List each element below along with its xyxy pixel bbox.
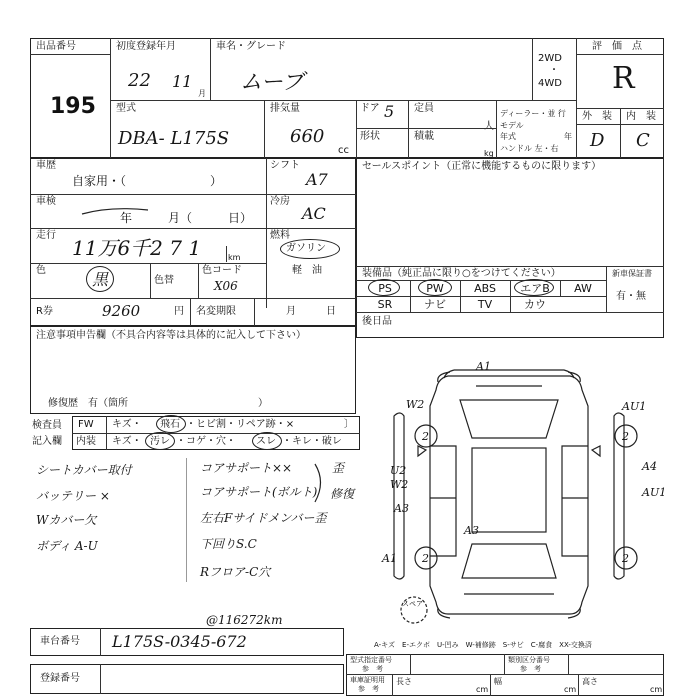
type-designation-ref: 参 考 <box>362 665 383 673</box>
remark-right-2: コアサポート(ボルト) <box>200 485 318 499</box>
int-yogore: 汚レ <box>150 436 170 447</box>
first-reg-month: 11 <box>172 72 193 91</box>
mark-2-front-right: 2 <box>622 430 629 443</box>
dealer-label: ディーラー・並 行 <box>500 109 566 118</box>
warranty-label: 新車保証書 <box>612 269 652 278</box>
mileage-label: 走行 <box>36 230 56 241</box>
repair-history: 修復歴 有（箇所 ） <box>48 398 268 409</box>
displacement-label: 排気量 <box>270 103 300 114</box>
chassis-label: 車台番号 <box>40 636 80 647</box>
sure-circle <box>252 432 282 450</box>
remark-left-4: ボディ A-U <box>36 539 98 553</box>
class-designation-ref: 参 考 <box>520 665 541 673</box>
mark-w2-side: W2 <box>390 478 409 491</box>
displacement-value: 660 <box>290 126 325 147</box>
history-value: 自家用・（ ） <box>72 174 223 188</box>
inspection-value: 年 月（ 日） <box>120 211 253 225</box>
mark-au1-side: AU1 <box>642 486 667 499</box>
equip-tv: TV <box>477 298 493 311</box>
height-cm: cm <box>650 685 663 694</box>
drive-4wd: 4WD <box>538 78 562 89</box>
color-code-value: X06 <box>214 279 238 293</box>
warranty-value: 有・無 <box>616 291 646 302</box>
chassis-value: L175S-0345-672 <box>112 632 247 651</box>
sales-label: セールスポイント（正常に機能するものに限ります） <box>362 161 602 172</box>
type-designation-label: 型式指定番号 <box>350 656 392 664</box>
color-label: 色 <box>36 265 46 276</box>
mark-2-rear-left: 2 <box>422 552 429 565</box>
mileage-value: 11万6千2 7 1 <box>72 236 202 260</box>
name-change-label: 名変期限 <box>196 306 236 317</box>
fuel-label: 燃料 <box>270 230 290 241</box>
mark-au1-right: AU1 <box>622 400 647 413</box>
interior-label: 内 装 <box>626 111 656 122</box>
mark-w2-left: W2 <box>406 398 425 411</box>
handle-label: ハンドル 左・右 <box>500 144 559 153</box>
grade-label: 評 価 点 <box>592 41 642 52</box>
mark-a1-top: A1 <box>476 360 491 373</box>
shift-value: A7 <box>306 170 328 189</box>
color-circle <box>86 266 114 292</box>
width-label: 幅 <box>494 677 502 686</box>
shape-label: 形状 <box>360 131 380 142</box>
remark-right-3: 左右Fサイドメンバー歪 <box>200 511 327 525</box>
mark-u2: U2 <box>390 464 407 477</box>
height-label: 高さ <box>582 677 598 686</box>
mileage-unit: km <box>228 253 241 262</box>
odometer-note: @116272km <box>206 613 283 627</box>
fw-tobiishi: 飛石 <box>160 419 180 430</box>
designation-frame <box>346 654 664 696</box>
equip-airbag-circle <box>514 279 554 296</box>
exterior-label: 外 装 <box>582 111 612 122</box>
inspector-label-2: 記入欄 <box>32 436 62 447</box>
type-label: 型式 <box>116 103 136 114</box>
cc-unit: cc <box>338 145 349 156</box>
equip-label: 装備品（純正品に限り○をつけてください） <box>362 268 561 279</box>
model-year-label: モデル <box>500 121 524 130</box>
length-label: 長さ <box>396 677 412 686</box>
equip-aw: AW <box>574 282 592 295</box>
history-label: 車歴 <box>36 160 56 171</box>
load-unit: kg <box>484 149 494 158</box>
model-value: ムーブ <box>240 70 304 95</box>
name-change-value: 月 日 <box>286 306 336 317</box>
equip-cow: カウ <box>524 298 546 311</box>
remark-right-5: Rフロア-C穴 <box>200 565 271 579</box>
fw-rest: ・ヒビ割・リペア跡・× <box>186 419 295 430</box>
door-label: ドア <box>360 103 380 114</box>
equip-pw-circle <box>418 279 452 296</box>
lot-number: 195 <box>50 94 96 119</box>
class-designation-label: 類別区分番号 <box>508 656 550 664</box>
int-mid: ・コゲ・穴・ <box>176 436 236 447</box>
drive-2wd: 2WD <box>538 53 562 64</box>
damage-legend: A-キズ E-エクボ U-凹み W-補修跡 S-サビ C-腐食 XX-交換済 <box>374 641 592 649</box>
equip-sr: SR <box>377 298 393 311</box>
length-cm: cm <box>476 685 489 694</box>
equip-navi: ナビ <box>424 298 446 311</box>
mark-a3-bottom: A3 <box>464 524 479 537</box>
width-cm: cm <box>564 685 577 694</box>
retrofit-label: 後日品 <box>362 316 392 327</box>
equip-airbag: エアB <box>520 282 550 295</box>
color-value: 黒 <box>92 270 109 289</box>
remark-left-2: バッテリー × <box>36 489 110 503</box>
fw-label: FW <box>78 419 94 430</box>
notes-label: 注意事項申告欄（不具合内容等は具体的に記入して下さい） <box>36 330 306 341</box>
type-value: DBA- L175S <box>118 128 230 149</box>
interior-value: C <box>636 130 650 151</box>
ac-value: AC <box>302 204 326 223</box>
equip-abs: ABS <box>474 282 496 295</box>
yogore-circle <box>145 432 175 450</box>
drive-dot: ・ <box>549 65 559 76</box>
shift-label: シフト <box>270 160 300 171</box>
bracket-note-2: 修復 <box>330 487 355 501</box>
model-label: 車名・グレード <box>216 41 286 52</box>
remark-bracket <box>312 462 332 504</box>
fuel-gas: ガソリン <box>286 243 326 254</box>
int-kizu: キズ・ <box>112 436 142 447</box>
mark-a4: A4 <box>642 460 657 473</box>
mark-2-front-left: 2 <box>422 430 429 443</box>
capacity-label: 定員 <box>414 103 434 114</box>
cert-label: 車庫証明用 <box>350 676 385 684</box>
equip-pw: PW <box>426 282 444 295</box>
mark-a1-bottom: A1 <box>382 552 397 565</box>
color-code-label: 色コード <box>202 265 242 276</box>
equip-ps-circle <box>368 279 400 296</box>
recycle-unit: 円 <box>174 306 184 317</box>
fuel-gas-circle <box>280 239 340 259</box>
exterior-value: D <box>590 130 605 151</box>
car-diagram <box>360 356 667 626</box>
mark-a3-left: A3 <box>394 502 409 515</box>
fw-kizu: キズ・ <box>112 419 142 430</box>
cert-ref: 参 考 <box>358 685 379 693</box>
bracket-note-1: 歪 <box>332 461 345 475</box>
remark-left-1: シートカバー取付 <box>36 463 132 477</box>
inspection-label: 車検 <box>36 196 56 207</box>
recycle-label: R券 <box>36 306 53 317</box>
recolor-label: 色替 <box>154 275 174 286</box>
equip-ps: PS <box>378 282 392 295</box>
remark-right-1: コアサポート×× <box>200 461 293 475</box>
recycle-value: 9260 <box>102 302 141 320</box>
first-reg-label: 初度登録年月 <box>116 41 176 52</box>
registration-label: 登録番号 <box>40 673 80 684</box>
lot-label: 出品番号 <box>36 41 76 52</box>
nendo-label: 年式 年 <box>500 132 572 141</box>
grade-value: R <box>612 61 635 96</box>
first-reg-month-suffix: 月 <box>198 89 206 98</box>
capacity-unit: 人 <box>484 121 494 132</box>
inspector-label-1: 検査員 <box>32 420 62 431</box>
fuel-light: 軽 油 <box>292 265 322 276</box>
int-sure: スレ <box>256 436 276 447</box>
door-value: 5 <box>384 102 395 121</box>
interior-row-label: 内装 <box>76 436 96 447</box>
tobiishi-circle <box>156 415 186 433</box>
remark-right-4: 下回りS.C <box>200 537 257 551</box>
fw-close: 〕 <box>344 419 354 430</box>
ac-label: 冷房 <box>270 196 290 207</box>
load-label: 積載 <box>414 131 434 142</box>
mark-2-rear-right: 2 <box>622 552 629 565</box>
spare-label: スペア <box>402 600 423 608</box>
int-rest: ・キレ・破レ <box>282 436 342 447</box>
remark-left-3: Wカバー欠 <box>36 513 97 527</box>
first-reg-year: 22 <box>128 70 151 91</box>
